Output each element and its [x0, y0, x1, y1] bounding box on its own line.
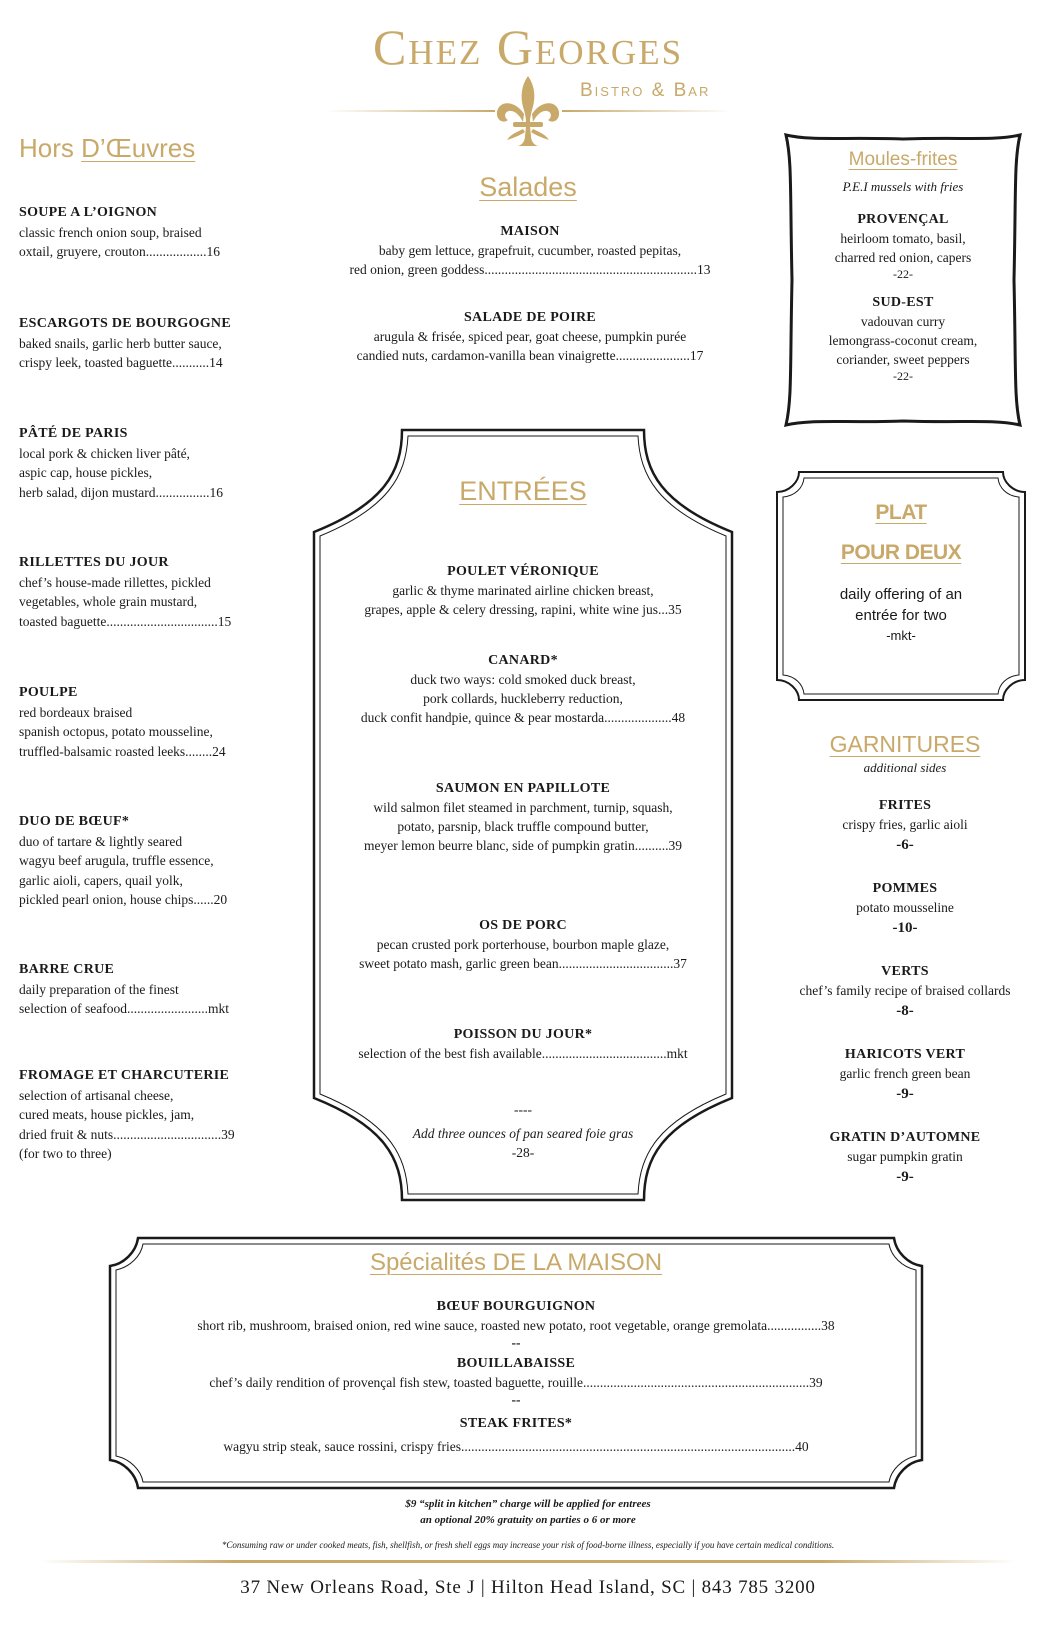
hors-doeuvres-title: [19, 133, 195, 164]
item-name: SUD-EST: [872, 295, 934, 310]
item-desc: meyer lemon beurre blanc, side of pumpkin gratin..........39: [364, 838, 682, 853]
item-desc: pecan crusted pork porterhouse, bourbon maple glaze,: [376, 937, 670, 952]
item-name: HARICOTS VERT: [844, 1047, 966, 1062]
item-name: VERTS: [881, 964, 929, 979]
item-name: RILLETTES DU JOUR: [19, 555, 169, 570]
item-name: CANARD*: [488, 653, 558, 668]
item-desc: (for two to three): [19, 1146, 112, 1161]
specialites-title: Spécialités DE LA MAISON: [369, 1249, 663, 1276]
menu-item: [120, 1414, 912, 1456]
item-desc: duck two ways: cold smoked duck breast,: [410, 672, 636, 687]
menu-item: [19, 960, 265, 1019]
separator: --: [511, 1392, 521, 1407]
item-desc: short rib, mushroom, braised onion, red wine sauce, roasted new potato, root vegetable, orange gremolata................38: [197, 1318, 835, 1333]
addon-price: -28-: [511, 1145, 535, 1160]
hors-title-b: D’Œuvres: [81, 133, 196, 163]
item-desc: arugula & frisée, spiced pear, goat cheese, pumpkin purée: [373, 329, 687, 344]
menu-item: [320, 562, 726, 619]
item-name: DUO DE BŒUF*: [19, 814, 130, 829]
menu-item: [19, 424, 265, 502]
logo-rule-right: [562, 110, 732, 112]
item-desc: wagyu beef arugula, truffle essence,: [19, 853, 214, 868]
item-desc: red bordeaux braised: [19, 704, 133, 720]
item-name: OS DE PORC: [479, 918, 567, 933]
item-desc: daily preparation of the finest: [19, 981, 179, 997]
item-desc: crispy leek, toasted baguette...........14: [19, 355, 223, 370]
menu-item: [120, 1297, 912, 1351]
menu-item: [760, 1045, 1050, 1105]
menu-item: [19, 553, 265, 631]
item-desc: garlic aioli, capers, quail yolk,: [19, 872, 183, 888]
item-price: -9-: [896, 1086, 914, 1102]
menu-item: [760, 796, 1050, 856]
plat-desc: entrée for two: [855, 607, 947, 624]
item-desc: potato mousseline: [856, 900, 954, 915]
menu-item: [760, 1128, 1050, 1188]
moules-subtitle: P.E.I mussels with fries: [842, 179, 964, 194]
item-price: -22-: [893, 267, 913, 281]
item-desc: chef’s daily rendition of provençal fish stew, toasted baguette, rouille...................................................................39: [209, 1375, 823, 1390]
menu-item: [19, 683, 265, 761]
menu-item: [300, 222, 760, 279]
item-desc: duo of tartare & lightly seared: [19, 833, 183, 849]
fleur-de-lis-icon: [493, 74, 563, 150]
item-desc: candied nuts, cardamon-vanilla bean vinaigrette......................17: [356, 348, 704, 363]
item-desc: baby gem lettuce, grapefruit, cucumber, roasted pepitas,: [378, 243, 682, 258]
menu-item: [300, 308, 760, 365]
garnitures-title: GARNITURES: [829, 731, 981, 757]
health-disclaimer: *Consuming raw or under cooked meats, fish, shellfish, or fresh shell eggs may increase your risk of food-borne illness, especially if you have certain medical conditions.: [221, 1540, 835, 1550]
item-price: -10-: [892, 920, 918, 936]
entrees-title: ENTRÉES: [459, 476, 587, 506]
address: 37 New Orleans Road, Ste J | Hilton Head Island, SC | 843 785 3200: [240, 1577, 816, 1598]
divider: ----: [514, 1102, 532, 1117]
menu-item: [320, 916, 726, 973]
item-desc: red onion, green goddess...............................................................13: [349, 262, 711, 277]
item-name: BŒUF BOURGUIGNON: [436, 1299, 596, 1314]
item-name: ESCARGOTS DE BOURGOGNE: [19, 316, 231, 331]
item-name: POMMES: [872, 881, 938, 896]
item-desc: garlic & thyme marinated airline chicken breast,: [392, 583, 654, 598]
item-price: -6-: [896, 837, 914, 853]
item-desc: toasted baguette.................................15: [19, 613, 232, 629]
item-desc: classic french onion soup, braised: [19, 224, 202, 240]
item-desc: lemongrass-coconut cream,: [828, 333, 978, 348]
item-name: PÂTÉ DE PARIS: [19, 426, 128, 441]
item-desc: aspic cap, house pickles,: [19, 465, 153, 480]
logo-rule-left: [325, 110, 495, 112]
item-name: SAUMON EN PAPILLOTE: [435, 781, 611, 796]
item-desc: vegetables, whole grain mustard,: [19, 594, 198, 609]
addon-text: Add three ounces of pan seared foie gras: [412, 1126, 634, 1141]
item-desc: charred red onion, capers: [834, 250, 972, 265]
plat-title-1: PLAT: [875, 501, 927, 524]
item-desc: oxtail, gruyere, crouton..................16: [19, 244, 220, 259]
item-desc: truffled-balsamic roasted leeks........24: [19, 743, 226, 759]
salades-title: Salades: [479, 172, 577, 202]
menu-item: [320, 651, 726, 727]
restaurant-name: Chez Georges: [372, 19, 684, 75]
item-name: BOUILLABAISSE: [456, 1356, 576, 1371]
item-desc: crispy fries, garlic aioli: [842, 817, 968, 832]
item-price: -9-: [896, 1169, 914, 1185]
item-desc: local pork & chicken liver pâté,: [19, 445, 190, 461]
item-desc: sweet potato mash, garlic green bean..................................37: [359, 956, 687, 971]
item-name: MAISON: [500, 224, 560, 239]
plat-section: [778, 500, 1024, 645]
moules-title: Moules-frites: [848, 149, 958, 170]
menu-item: [19, 203, 265, 262]
item-desc: wild salmon filet steamed in parchment, turnip, squash,: [373, 800, 673, 815]
item-desc: coriander, sweet peppers: [836, 352, 970, 367]
item-price: -8-: [896, 1003, 914, 1019]
item-desc: potato, parsnip, black truffle compound butter,: [397, 819, 649, 834]
menu-item: [320, 779, 726, 855]
item-name: STEAK FRITES*: [459, 1416, 573, 1431]
item-name: POISSON DU JOUR*: [453, 1027, 593, 1042]
item-desc: selection of seafood........................mkt: [19, 1001, 229, 1016]
menu-item: [760, 879, 1050, 939]
item-desc: garlic french green bean: [839, 1066, 971, 1081]
item-name: GRATIN D’AUTOMNE: [829, 1130, 981, 1145]
item-desc: duck confit handpie, quince & pear mostarda....................48: [360, 710, 686, 725]
item-desc: cured meats, house pickles, jam,: [19, 1107, 195, 1122]
garnitures-subtitle: additional sides: [863, 760, 947, 775]
item-price: -22-: [893, 369, 913, 383]
item-name: SOUPE A L’OIGNON: [19, 205, 158, 220]
item-name: BARRE CRUE: [19, 962, 115, 977]
item-name: POULPE: [19, 685, 78, 700]
item-name: PROVENÇAL: [857, 212, 949, 227]
footer-rule: [40, 1560, 1016, 1563]
menu-item: [19, 1066, 265, 1164]
item-name: POULET VÉRONIQUE: [447, 564, 599, 579]
item-desc: heirloom tomato, basil,: [840, 231, 966, 246]
restaurant-subtitle: Bistro & Bar: [580, 80, 711, 101]
plat-title-2: POUR DEUX: [840, 541, 962, 564]
menu-item: [19, 812, 265, 910]
item-desc: baked snails, garlic herb butter sauce,: [19, 335, 222, 351]
menu-item: [760, 962, 1050, 1022]
item-desc: spanish octopus, potato mousseline,: [19, 724, 213, 739]
item-desc: selection of artisanal cheese,: [19, 1087, 174, 1103]
item-desc: selection of the best fish available.....................................mkt: [358, 1046, 688, 1061]
item-name: SALADE DE POIRE: [463, 310, 597, 325]
item-desc: vadouvan curry: [860, 314, 946, 329]
entrees-addon: [320, 1100, 726, 1162]
split-charge-note: $9 “split in kitchen” charge will be applied for entrees: [405, 1498, 651, 1510]
item-desc: herb salad, dijon mustard................16: [19, 484, 223, 500]
gratuity-note: an optional 20% gratuity on parties o 6 or more: [420, 1514, 636, 1526]
item-name: FROMAGE ET CHARCUTERIE: [19, 1068, 230, 1083]
item-desc: wagyu strip steak, sauce rossini, crispy fries...................................................................................................40: [223, 1439, 809, 1454]
hors-title-a: Hors: [19, 133, 74, 163]
item-desc: pork collards, huckleberry reduction,: [423, 691, 623, 706]
moules-section: [786, 150, 1020, 383]
plat-desc: daily offering of an: [839, 586, 963, 603]
item-desc: chef’s house-made rillettes, pickled: [19, 574, 211, 590]
menu-item: [19, 314, 265, 373]
separator: --: [511, 1335, 521, 1350]
garnitures-section: [760, 730, 1050, 777]
plat-price: -mkt-: [886, 628, 916, 643]
item-desc: pickled pearl onion, house chips......20: [19, 892, 228, 907]
item-desc: dried fruit & nuts................................39: [19, 1126, 235, 1142]
menu-item: [320, 1025, 726, 1063]
item-desc: chef’s family recipe of braised collards: [799, 983, 1011, 998]
item-desc: sugar pumpkin gratin: [847, 1149, 963, 1164]
item-name: FRITES: [878, 798, 932, 813]
item-desc: grapes, apple & celery dressing, rapini, white wine jus...35: [364, 602, 682, 617]
menu-item: [120, 1354, 912, 1408]
